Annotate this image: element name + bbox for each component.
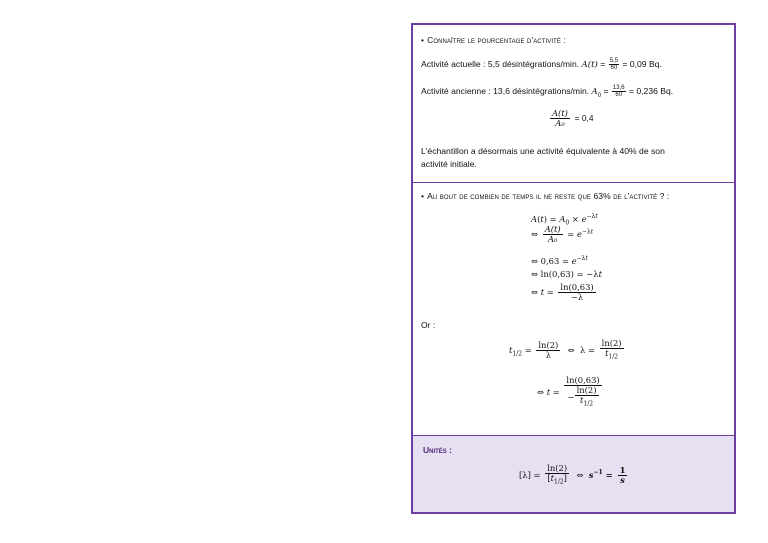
current-activity-line: Activité actuelle : 5,5 désintégrations/min. A(t) = $\frac{5,5}{60}$ = 0,09 Bq.: [421, 58, 662, 72]
exercise-card: [411, 23, 736, 514]
half-life-equation: $t_{1/2}$ = $\frac{\ln(2)}{\lambda}$ ⇔ λ = $\frac{\ln(2)}{t_{1/2}}$: [509, 338, 622, 361]
units-title: Unités :: [423, 445, 452, 455]
decay-law-equation: $A(t) = A_0 \times e^{-\lambda t}$: [531, 213, 598, 227]
units-section: [413, 436, 734, 512]
decay-step-4: ⇔ t = $\frac{\ln(0,63)}{-\lambda}$: [531, 282, 594, 303]
decay-step-3: ⇔ ln(0,63) = −λt: [531, 269, 602, 279]
decay-step-2: ⇔ $0,63 = e^{-\lambda t}$: [531, 255, 588, 266]
conclusion-line-1: L'échantillon a désormais une activité équivalente à 40% de son: [421, 146, 665, 156]
units-equation: [λ] = $\frac{\ln(2)}{[t_{1/2}]}$ ⇔ $s^{-1}$ = $\frac{1}{s}$: [519, 463, 626, 486]
section1-heading: • Connaître le pourcentage d'activité :: [421, 35, 566, 45]
or-label: Or :: [421, 320, 436, 330]
conclusion-line-2: activité initiale.: [421, 159, 477, 169]
activity-percentage-section: [413, 25, 734, 183]
section2-heading: • Au bout de combien de temps il ne reste que 63% de l'activité ? :: [421, 191, 670, 201]
final-time-equation: ⇔ t = ln(0,63) − $\frac{\ln(2)}{t_{1/2}}$: [537, 375, 600, 409]
time-calculation-section: [413, 183, 734, 436]
decay-step-1: ⇔ $\frac{A(t)}{\text{A₀}}$ = $e^{-\lambda t}$: [531, 224, 594, 245]
ratio-equation: $\frac{A(t)}{\text{A₀}}$ = 0,4: [552, 108, 594, 129]
old-activity-line: Activité ancienne : 13,6 désintégrations/min. $A_0$ = $\frac{13,6}{60}$ = 0,236 Bq.: [421, 85, 674, 99]
